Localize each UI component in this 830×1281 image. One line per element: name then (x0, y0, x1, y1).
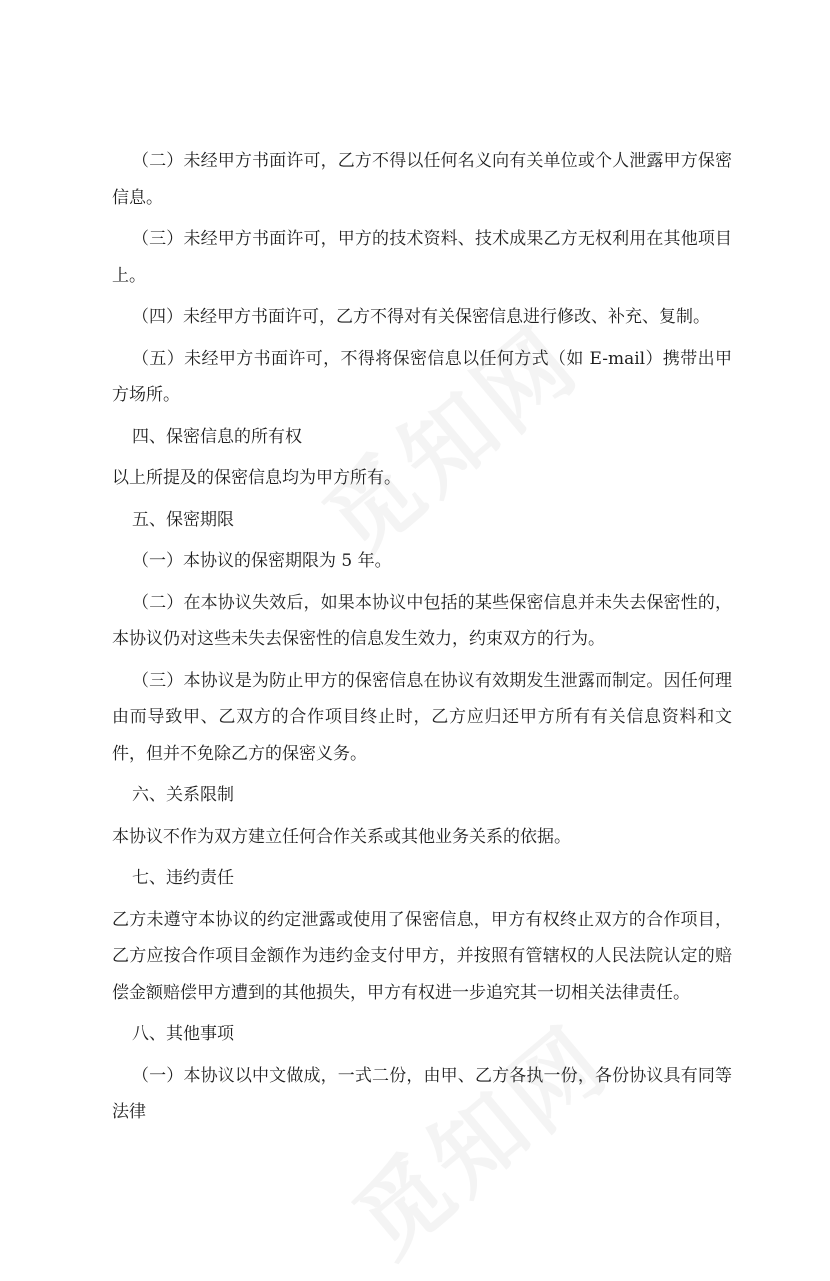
clause-5-3: （三）本协议是为防止甲方的保密信息在协议有效期发生泄露而制定。因任何理由而导致甲、乙双方的合作项目终止时，乙方应归还甲方所有有关信息资料和文件，但并不免除乙方的保密义务。 (112, 670, 732, 764)
section-heading-ownership: 四、保密信息的所有权 (132, 426, 302, 447)
section-heading-liability: 七、违约责任 (132, 868, 234, 888)
clause-3-2: （二）未经甲方书面许可，乙方不得以任何名义向有关单位或个人泄露甲方保密信息。 (112, 151, 732, 208)
clause-8-1: （一）本协议以中文做成，一式二份，由甲、乙方各执一份，各份协议具有同等法律 (112, 1065, 732, 1122)
section-heading-term: 五、保密期限 (132, 509, 234, 530)
clause-3-4: （四）未经甲方书面许可，乙方不得对有关保密信息进行修改、补充、复制。 (132, 307, 710, 327)
document-body (112, 143, 732, 1131)
relationship-text: 本协议不作为双方建立任何合作关系或其他业务关系的依据。 (112, 826, 571, 847)
ownership-text: 以上所提及的保密信息均为甲方所有。 (112, 468, 401, 488)
liability-text: 乙方未遵守本协议的约定泄露或使用了保密信息，甲方有权终止双方的合作项目，乙方应按合作项目金额作为违约金支付甲方，并按照有管辖权的人民法院认定的赔偿金额赔偿甲方遭到的其他损失，甲方有权进一步追究其一切相关法律责任。 (112, 909, 732, 1003)
clause-5-1: （一）本协议的保密期限为 5 年。 (132, 551, 392, 571)
clause-3-5: （五）未经甲方书面许可，不得将保密信息以任何方式（如 E-mail）携带出甲方场所。 (112, 348, 732, 405)
section-heading-relationship: 六、关系限制 (132, 785, 234, 805)
clause-3-3: （三）未经甲方书面许可，甲方的技术资料、技术成果乙方无权利用在其他项目上。 (112, 229, 732, 286)
section-heading-misc: 八、其他事项 (132, 1024, 234, 1044)
clause-5-2: （二）在本协议失效后，如果本协议中包括的某些保密信息并未失去保密性的，本协议仍对这些未失去保密性的信息发生效力，约束双方的行为。 (112, 592, 732, 649)
